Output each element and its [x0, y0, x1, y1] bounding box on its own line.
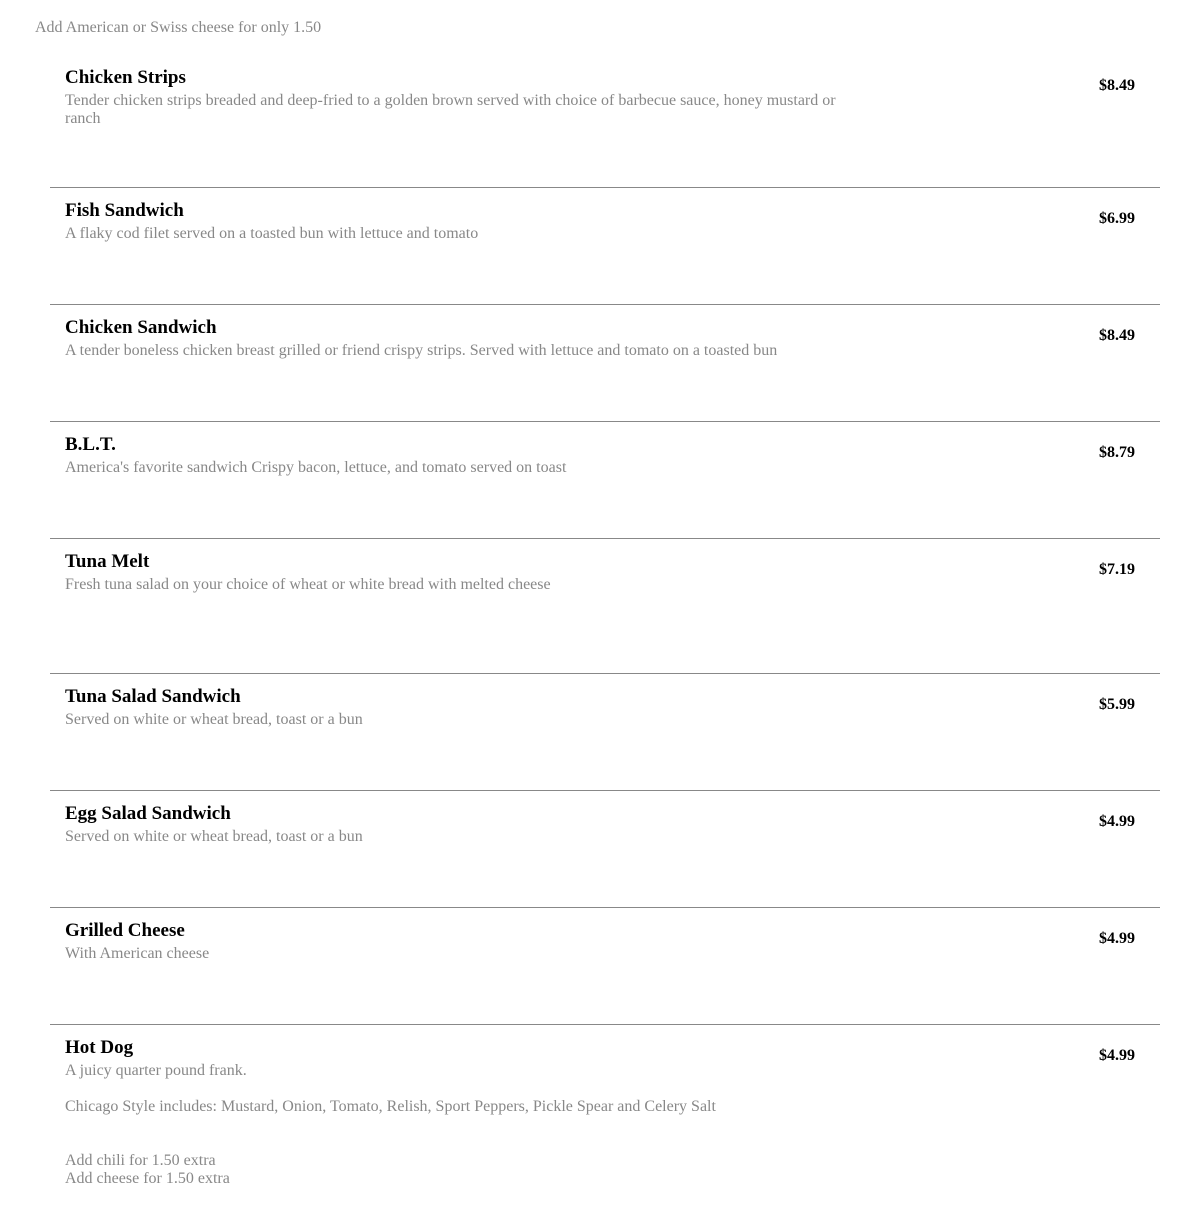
- menu-item-egg-salad-sandwich: [50, 791, 1160, 908]
- cheese-addon-note: Add American or Swiss cheese for only 1.50: [35, 19, 322, 36]
- item-name: Chicken Sandwich: [65, 317, 217, 338]
- item-description: A juicy quarter pound frank.: [65, 1062, 247, 1079]
- item-description: A flaky cod filet served on a toasted bun with lettuce and tomato: [65, 225, 479, 242]
- menu-item-chicken-sandwich: [50, 305, 1160, 422]
- item-name: Grilled Cheese: [65, 920, 185, 941]
- item-description: Served on white or wheat bread, toast or a bun: [65, 828, 363, 845]
- item-description: With American cheese: [65, 945, 210, 962]
- item-name: Tuna Melt: [65, 551, 150, 572]
- item-price: $7.19: [1099, 561, 1135, 578]
- item-name: Egg Salad Sandwich: [65, 803, 231, 824]
- item-description: America's favorite sandwich Crispy bacon, lettuce, and tomato served on toast: [65, 459, 567, 476]
- item-price: $4.99: [1099, 813, 1135, 830]
- chili-addon-note: Add chili for 1.50 extra: [65, 1152, 216, 1169]
- item-description: A tender boneless chicken breast grilled or friend crispy strips. Served with lettuce and tomato on a toasted bun: [65, 342, 778, 359]
- menu-item-fish-sandwich: [50, 188, 1160, 305]
- item-price: $6.99: [1099, 210, 1135, 227]
- item-price: $8.49: [1099, 77, 1135, 94]
- menu-item-tuna-melt: [50, 539, 1160, 674]
- item-price: $8.49: [1099, 327, 1135, 344]
- menu-item-blt: [50, 422, 1160, 539]
- menu-item-chicken-strips: [50, 55, 1160, 188]
- menu-item-grilled-cheese: [50, 908, 1160, 1025]
- item-name: Fish Sandwich: [65, 200, 184, 221]
- item-name: Hot Dog: [65, 1037, 134, 1058]
- item-price: $8.79: [1099, 444, 1135, 461]
- menu-item-hot-dog: [50, 1025, 1160, 1205]
- item-price: $5.99: [1099, 696, 1135, 713]
- item-description: Tender chicken strips breaded and deep-fried to a golden brown served with choice of barbecue sauce, honey mustard or ranch: [65, 92, 836, 127]
- item-price: $4.99: [1099, 1047, 1135, 1064]
- menu-item-tuna-salad-sandwich: [50, 674, 1160, 791]
- item-description: Fresh tuna salad on your choice of wheat or white bread with melted cheese: [65, 576, 551, 593]
- menu-list: [50, 55, 1160, 1205]
- item-name: B.L.T.: [65, 434, 116, 455]
- item-price: $4.99: [1099, 930, 1135, 947]
- item-name: Chicken Strips: [65, 67, 186, 88]
- item-description: Served on white or wheat bread, toast or a bun: [65, 711, 363, 728]
- chicago-style-note: Chicago Style includes: Mustard, Onion, Tomato, Relish, Sport Peppers, Pickle Spear and Celery Salt: [65, 1098, 716, 1115]
- item-name: Tuna Salad Sandwich: [65, 686, 241, 707]
- cheese-addon-note-hot-dog: Add cheese for 1.50 extra: [65, 1170, 230, 1187]
